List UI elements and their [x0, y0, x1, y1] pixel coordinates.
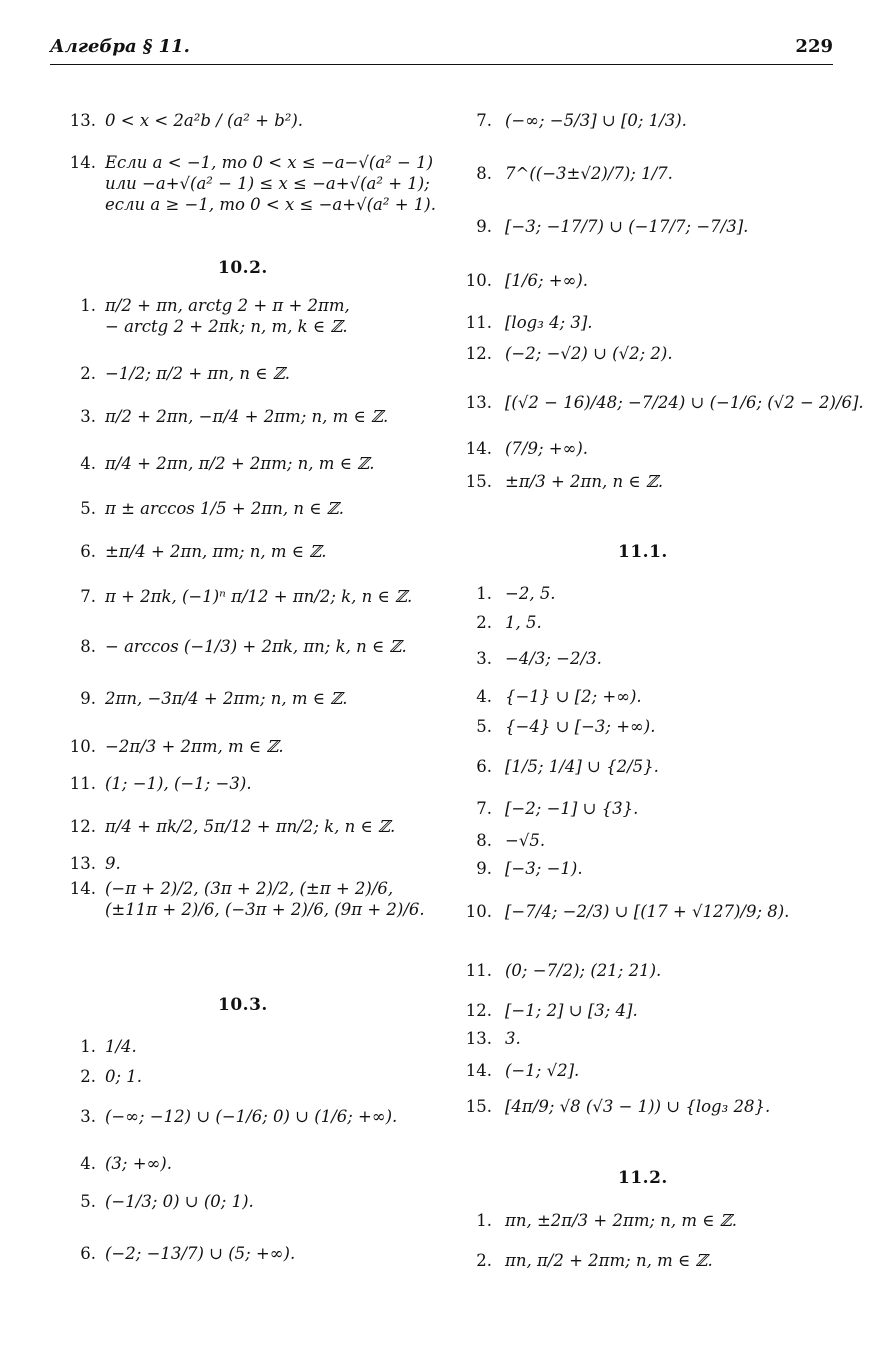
item-number: 13. — [69, 854, 96, 873]
item-answer: 1, 5. — [505, 613, 542, 632]
item-answer: −2π/3 + 2πm, m ∈ ℤ. — [105, 737, 284, 756]
page-header — [50, 34, 833, 65]
item-number: 12. — [69, 817, 96, 836]
item-number: 5. — [80, 1192, 96, 1211]
item-number: 9. — [80, 689, 96, 708]
item-number: 9. — [476, 217, 492, 236]
page-number: 229 — [795, 36, 833, 57]
item-answer: −√5. — [505, 831, 546, 850]
item-answer: (3; +∞). — [105, 1154, 172, 1173]
item-answer: [1/5; 1/4] ∪ {2/5}. — [505, 757, 659, 776]
item-number: 10. — [465, 902, 492, 921]
item-answer: [−3; −1). — [505, 859, 583, 878]
item-number: 4. — [80, 454, 96, 473]
item-answer: 2πn, −3π/4 + 2πm; n, m ∈ ℤ. — [105, 689, 348, 708]
section-title-10-3: 10.3. — [218, 995, 268, 1015]
item-number: 2. — [80, 364, 96, 383]
item-number: 8. — [80, 637, 96, 656]
item-answer: π + 2πk, (−1)ⁿ π/12 + πn/2; k, n ∈ ℤ. — [105, 587, 413, 606]
item-number: 14. — [69, 153, 96, 172]
item-answer: {−4} ∪ [−3; +∞). — [505, 717, 656, 736]
item-number: 6. — [80, 1244, 96, 1263]
item-answer: 3. — [505, 1029, 521, 1048]
item-number: 5. — [80, 499, 96, 518]
item-answer: (−1/3; 0) ∪ (0; 1). — [105, 1192, 254, 1211]
item-number: 6. — [476, 757, 492, 776]
item-answer: [−2; −1] ∪ {3}. — [505, 799, 639, 818]
item-number: 14. — [465, 1061, 492, 1080]
item-answer: (−2; −√2) ∪ (√2; 2). — [505, 344, 673, 363]
item-answer: [−7/4; −2/3) ∪ [(17 + √127)/9; 8). — [505, 902, 790, 921]
item-answer: Если a < −1, то 0 < x ≤ −a−√(a² − 1) — [105, 153, 434, 172]
item-number: 4. — [80, 1154, 96, 1173]
section-title-10-2: 10.2. — [218, 258, 268, 278]
item-answer: π/4 + 2πn, π/2 + 2πm; n, m ∈ ℤ. — [105, 454, 375, 473]
item-answer: 0 < x < 2a²b / (a² + b²). — [105, 111, 304, 130]
item-answer: π/4 + πk/2, 5π/12 + πn/2; k, n ∈ ℤ. — [105, 817, 396, 836]
item-answer: или −a+√(a² − 1) ≤ x ≤ −a+√(a² + 1); — [105, 174, 430, 193]
item-number: 11. — [465, 313, 492, 332]
item-number: 5. — [476, 717, 492, 736]
item-number: 9. — [476, 859, 492, 878]
header-title: Алгебра § 11. — [50, 36, 190, 57]
item-answer: (−∞; −12) ∪ (−1/6; 0) ∪ (1/6; +∞). — [105, 1107, 398, 1126]
item-number: 13. — [465, 1029, 492, 1048]
item-answer: (−π + 2)/2, (3π + 2)/2, (±π + 2)/6, — [105, 879, 394, 898]
item-answer: 7^((−3±√2)/7); 1/7. — [505, 164, 673, 183]
item-answer: [−1; 2] ∪ [3; 4]. — [505, 1001, 638, 1020]
item-answer: − arctg 2 + 2πk; n, m, k ∈ ℤ. — [105, 317, 348, 336]
item-number: 10. — [69, 737, 96, 756]
item-number: 14. — [465, 439, 492, 458]
item-number: 3. — [80, 407, 96, 426]
item-answer: [log₃ 4; 3]. — [505, 313, 593, 332]
item-answer: π/2 + πn, arctg 2 + π + 2πm, — [105, 296, 350, 315]
item-answer: (−1; √2]. — [505, 1061, 580, 1080]
item-answer: −2, 5. — [505, 584, 556, 603]
item-answer: [(√2 − 16)/48; −7/24) ∪ (−1/6; (√2 − 2)/6]. — [505, 393, 864, 412]
item-answer: π/2 + 2πn, −π/4 + 2πm; n, m ∈ ℤ. — [105, 407, 389, 426]
item-number: 1. — [476, 584, 492, 603]
item-number: 7. — [476, 799, 492, 818]
item-number: 11. — [69, 774, 96, 793]
item-answer: π ± arccos 1/5 + 2πn, n ∈ ℤ. — [105, 499, 344, 518]
item-number: 15. — [465, 1097, 492, 1116]
item-number: 4. — [476, 687, 492, 706]
item-answer: [4π/9; √8 (√3 − 1)) ∪ {log₃ 28}. — [505, 1097, 771, 1116]
item-number: 1. — [80, 296, 96, 315]
item-answer: ±π/4 + 2πn, πm; n, m ∈ ℤ. — [105, 542, 327, 561]
item-number: 1. — [80, 1037, 96, 1056]
item-number: 11. — [465, 961, 492, 980]
item-answer: 1/4. — [105, 1037, 137, 1056]
item-answer: 0; 1. — [105, 1067, 143, 1086]
item-answer: [1/6; +∞). — [505, 271, 589, 290]
item-number: 3. — [476, 649, 492, 668]
item-answer: (0; −7/2); (21; 21). — [505, 961, 662, 980]
section-title-11-1: 11.1. — [618, 542, 668, 562]
item-number: 2. — [476, 613, 492, 632]
item-number: 8. — [476, 831, 492, 850]
item-number: 15. — [465, 472, 492, 491]
item-answer: ±π/3 + 2πn, n ∈ ℤ. — [505, 472, 664, 491]
section-title-11-2: 11.2. — [618, 1168, 668, 1188]
item-answer: [−3; −17/7) ∪ (−17/7; −7/3]. — [505, 217, 749, 236]
item-number: 7. — [476, 111, 492, 130]
item-answer: если a ≥ −1, то 0 < x ≤ −a+√(a² + 1). — [105, 195, 436, 214]
item-answer: πn, ±2π/3 + 2πm; n, m ∈ ℤ. — [505, 1211, 738, 1230]
item-answer: (−2; −13/7) ∪ (5; +∞). — [105, 1244, 296, 1263]
item-answer: − arccos (−1/3) + 2πk, πn; k, n ∈ ℤ. — [105, 637, 407, 656]
item-answer: 9. — [105, 854, 121, 873]
item-number: 2. — [476, 1251, 492, 1270]
item-number: 14. — [69, 879, 96, 898]
item-number: 6. — [80, 542, 96, 561]
item-answer: (1; −1), (−1; −3). — [105, 774, 252, 793]
item-number: 13. — [465, 393, 492, 412]
item-number: 3. — [80, 1107, 96, 1126]
item-answer: (−∞; −5/3] ∪ [0; 1/3). — [505, 111, 687, 130]
item-number: 2. — [80, 1067, 96, 1086]
item-number: 7. — [80, 587, 96, 606]
item-answer: {−1} ∪ [2; +∞). — [505, 687, 642, 706]
item-answer: πn, π/2 + 2πm; n, m ∈ ℤ. — [505, 1251, 713, 1270]
item-number: 10. — [465, 271, 492, 290]
item-number: 1. — [476, 1211, 492, 1230]
item-answer: −4/3; −2/3. — [505, 649, 602, 668]
item-number: 13. — [69, 111, 96, 130]
item-number: 12. — [465, 1001, 492, 1020]
item-number: 8. — [476, 164, 492, 183]
item-answer: (±11π + 2)/6, (−3π + 2)/6, (9π + 2)/6. — [105, 900, 425, 919]
item-answer: (7/9; +∞). — [505, 439, 589, 458]
item-number: 12. — [465, 344, 492, 363]
item-answer: −1/2; π/2 + πn, n ∈ ℤ. — [105, 364, 290, 383]
